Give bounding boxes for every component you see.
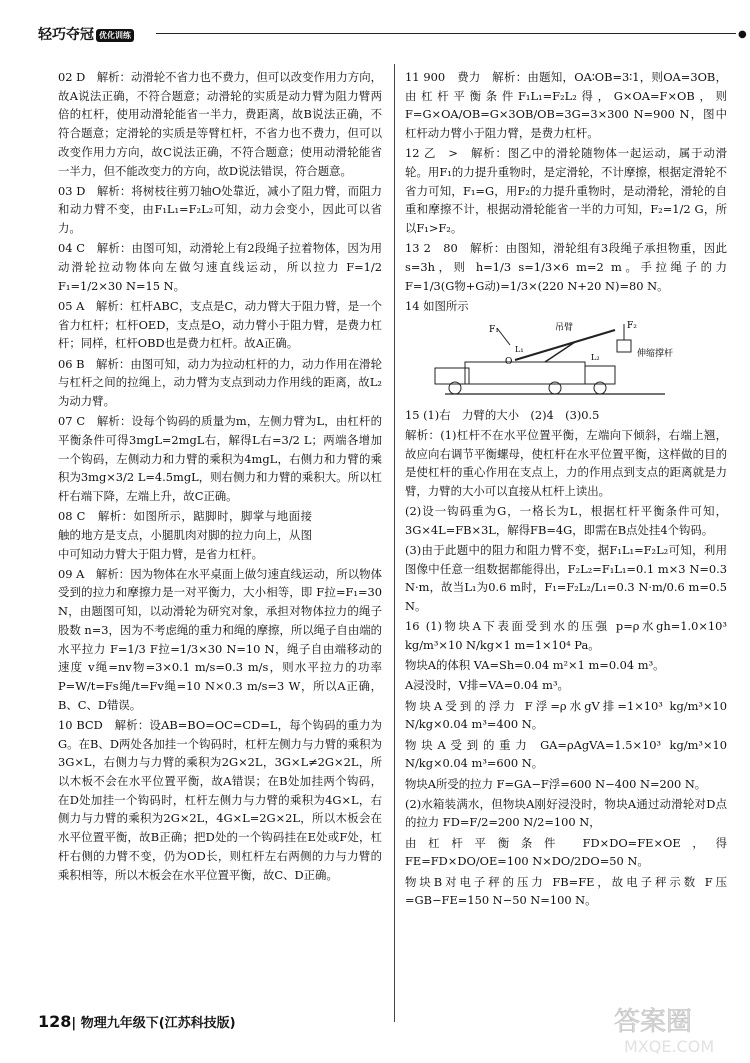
svg-text:答案圈: 答案圈 [614,1007,693,1037]
answer-16-line-8: 由杠杆平衡条件 FD×DO=FE×OE，得 FE=FD×DO/OE=100 N×DO/2DO=50 N。 [405,835,727,869]
book-subject: 物理九年级下(江苏科技版) [80,1016,236,1031]
label-F2: F₂ [627,320,637,331]
column-divider [394,64,395,1022]
logo-badge: 优化训练 [96,29,134,42]
answer-07: 07 C 解析：设每个钩码的质量为m，左侧力臂为L，由杠杆的平衡条件可得3mgL=2mgL右，解得L右=3/2 L；两端各增加一个钩码，左侧动力和力臂的乘积为4mgL，右侧力和力臂的乘积为3mg×3/2 L=4.5mgL，则右侧力和力臂的乘积大。所以杠杆右端下降，左端上升，故C正确。 [58,414,382,503]
answer-16-line-4: 物块A受到的浮力 F浮=ρ水gV排=1×10³ kg/m³×10 N/kg×0.04 m³=400 N。 [405,698,727,732]
book-logo [38,24,134,44]
answer-16-line-2: 物块A的体积 VA=Sh=0.04 m²×1 m=0.04 m³。 [405,658,665,673]
answer-05: 05 A 解析：杠杆ABC，支点是C，动力臂大于阻力臂，是一个省力杠杆；杠杆OED，支点是O，动力臂小于阻力臂，是费力杠杆；同样，杠杆OBD也是费力杠杆。故A正确。 [58,298,382,351]
answer-11: 11 900 费力 解析：由题知，OA∶OB=3∶1，则OA=3OB，由杠杆平衡条件F₁L₁=F₂L₂得，G×OA=F×OB，则 F=G×OA/OB=G×3OB/OB=3G=3×300 N=900 N，图中杠杆动力臂小于阻力臂，是费力杠杆。 [405,70,727,141]
right-column [405,68,727,911]
logo-text: 轻巧夺冠 [38,27,94,43]
answer-16-line-1: 16 (1)物块A下表面受到水的压强 p=ρ水gh=1.0×10³ kg/m³×10 N/kg×1 m=1×10⁴ Pa。 [405,619,727,653]
answer-14: 14 如图所示 [405,298,469,313]
label-F1: F₁ [489,324,499,335]
svg-text:MXQE.COM: MXQE.COM [624,1037,715,1056]
page-number: 128 [38,1012,72,1031]
answer-16-line-9: 物块B对电子秤的压力 FB=FE，故电子秤示数 F压=GB−FE=150 N−50 N=100 N。 [405,874,727,908]
label-strut: 伸缩撑杆 [637,348,674,359]
answer-16-line-3: A浸没时，V排=VA=0.04 m³。 [405,678,569,693]
answer-04: 04 C 解析：由图可知，动滑轮上有2段绳子拉着物体，因为用动滑轮拉动物体向左做匀速直线运动，所以拉力 F=1/2 F₁=1/2×30 N=15 N。 [58,241,382,293]
answer-15: 15 (1)右 力臂的大小 (2)4 (3)0.5 [405,407,600,422]
header-rule [156,33,736,34]
crane-diagram [405,320,705,400]
answer-12: 12 乙 > 解析：图乙中的滑轮随物体一起运动，属于动滑轮。用F₁的力提升重物时，是定滑轮，不计摩擦，根据定滑轮不省力可知，F₁=G，用F₂的力提升重物时，是动滑轮，滑轮的自重和摩擦不计，根据动滑轮能省一半的力可知，F₂=1/2 G，所以F₁>F₂。 [405,146,727,236]
page-header [38,8,747,52]
answer-15-analysis-2: (2)设一钩码重为G，一格长为L，根据杠杆平衡条件可知，3G×4L=FB×3L，解得FB=4G，即需在B点处挂4个钩码。 [405,504,727,537]
crane-truck-figure [405,320,727,400]
answer-06: 06 B 解析：由图可知，动力为拉动杠杆的力，动力作用在滑轮与杠杆之间的拉绳上，动力臂为支点到动力作用线的距离，故L₂为动力臂。 [58,356,382,408]
answer-15-analysis-3: (3)由于此题中的阻力和阻力臂不变，据F₁L₁=F₂L₂可知，利用图像中任意一组数据都能得出，F₂L₂=F₁L₁=0.1 m×3 N=0.3 N·m，故当L₁为0.6 m时，F₁=F₂L₂/L₁=0.3 N·m/0.6 m=0.5 N。 [405,543,727,614]
answer-02: 02 D 解析：动滑轮不省力也不费力，但可以改变作用力方向，故A说法正确，不符合题意；动滑轮的实质是动力臂为阻力臂两倍的杠杆，使用动滑轮能省一半力，费距离，故B说法正确，不符合题意；定滑轮的实质是等臂杠杆，不省力也不费力，但可以改变作用力方向，故C说法正确，不符合题意；使用动滑轮能省一半力，但不能改变力的方向，故D说法错误，符合题意。 [58,70,382,178]
answer-16-line-5: 物块A受到的重力 GA=ρAgVA=1.5×10³ kg/m³×10 N/kg×0.04 m³=600 N。 [405,737,727,771]
header-rule-end: ● [738,29,747,40]
left-column [58,68,382,886]
answer-08: 08 C 解析：如图所示，踮脚时，脚掌与地面接触的地方是支点，小腿肌肉对脚的拉力向上，从图中可知动力臂大于阻力臂，是省力杠杆。 [58,509,312,561]
answer-15-analysis-1: 解析：(1)杠杆不在水平位置平衡，左端向下倾斜，右端上翘，故应向右调节平衡螺母，使杠杆在水平位置平衡，这样做的目的是使杠杆的重心作用在支点上，力的作用点到支点的距离就是力臂，力臂的大小可以直接从杠杆上读出。 [405,427,727,498]
answer-13: 13 2 80 解析：由图知，滑轮组有3段绳子承担物重，因此 s=3h，则 h=1/3 s=1/3×6 m=2 m。手拉绳子的力 F=1/3(G物+G动)=1/3×(220 N+20 N)=80 N。 [405,241,727,293]
answer-03: 03 D 解析：将树枝往剪刀轴O处靠近，减小了阻力臂，而阻力和动力臂不变，由F₁L₁=F₂L₂可知，动力会变小，因此可以省力。 [58,183,382,236]
answer-16-line-7: (2)水箱装满水，但物块A刚好浸没时，物块A通过动滑轮对D点的拉力 FD=F/2=200 N/2=100 N， [405,796,727,830]
label-O: O [505,356,513,367]
page-footer: 128| 物理九年级下(江苏科技版) [38,1012,236,1031]
answer-10: 10 BCD 解析：设AB=BO=OC=CD=L，每个钩码的重力为G。在B、D两处各加挂一个钩码时，杠杆左侧力与力臂的乘积为3G×L，右侧力与力臂的乘积为2G×2L，3G×L≠2G×2L，所以木板不会在水平位置平衡，故A错误；在B处加挂两个钩码，在D处加挂一个钩码时，杠杆左侧力与力臂的乘积为4G×L，右侧力与力臂的乘积为2G×2L，4G×L=2G×2L，所以木板会在水平位置平衡，故B正确；把D处的一个钩码挂在E处或F处，杠杆右侧的力臂不变，仍为OD长，则杠杆左右两侧的力与力臂的乘积相等，所以木板会在水平位置平衡，故C、D正确。 [58,717,382,882]
answer-09: 09 A 解析：因为物体在水平桌面上做匀速直线运动，所以物体受到的拉力和摩擦力是一对平衡力，大小相等，即 F拉=F₁=30 N，由题图可知，以动滑轮为研究对象，承担对物体拉力的绳子股数 n=3，因为不考虑绳的重力和绳的摩擦，所以绳子自由端的水平拉力 F=1/3 F拉=1/3×30 N=10 N，绳子自由端移动的速度 v绳=nv物=3×0.1 m/s=0.3 m/s，则水平拉力的功率 P=W/t=Fs绳/t=Fv绳=10 N×0.3 m/s=3 W，所以A正确，B、C、D错误。 [58,566,382,712]
label-L2: L₂ [591,352,600,362]
watermark-logo [610,1000,734,1056]
label-L1: L₁ [515,344,524,354]
label-boom: 吊臂 [555,322,574,333]
answer-16-line-6: 物块A所受的拉力 F=GA−F浮=600 N−400 N=200 N。 [405,776,707,791]
